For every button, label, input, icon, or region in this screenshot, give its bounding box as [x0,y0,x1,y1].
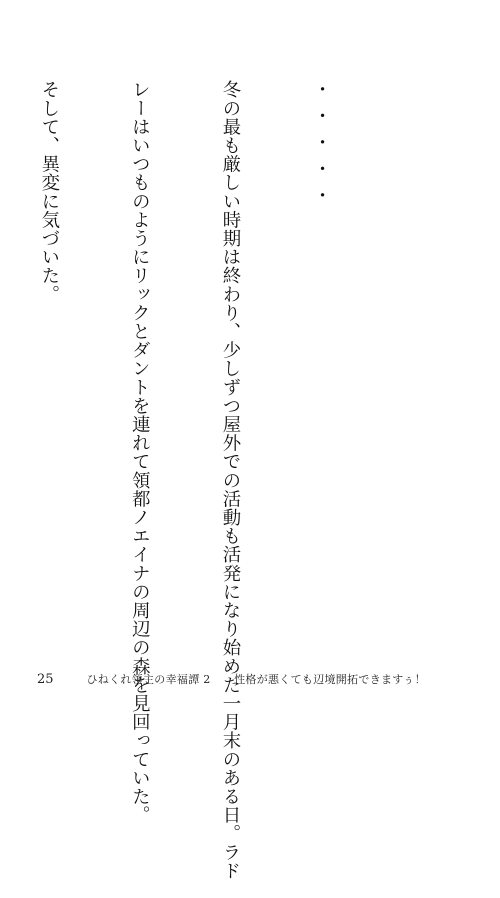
page-number: 25 [37,672,54,687]
text-line: レーはいつものようにリックとダントを連れて領都ノエイナの周辺の森を見回っていた。 [129,80,151,824]
text-line: そして、異変に気づいた。 [38,80,60,304]
book-subtitle: 性格が悪くても辺境開拓できますぅ！ [234,673,426,686]
book-title: ひねくれ領主の幸福譚 2 [86,673,211,686]
text-line: 冬の最も厳しい時期は終わり、少しずつ屋外での活動も活発になり始めた一月末のある日。ラド [219,80,241,880]
section-ornament: ・・・・・ [310,80,332,212]
page-footer [37,671,426,687]
